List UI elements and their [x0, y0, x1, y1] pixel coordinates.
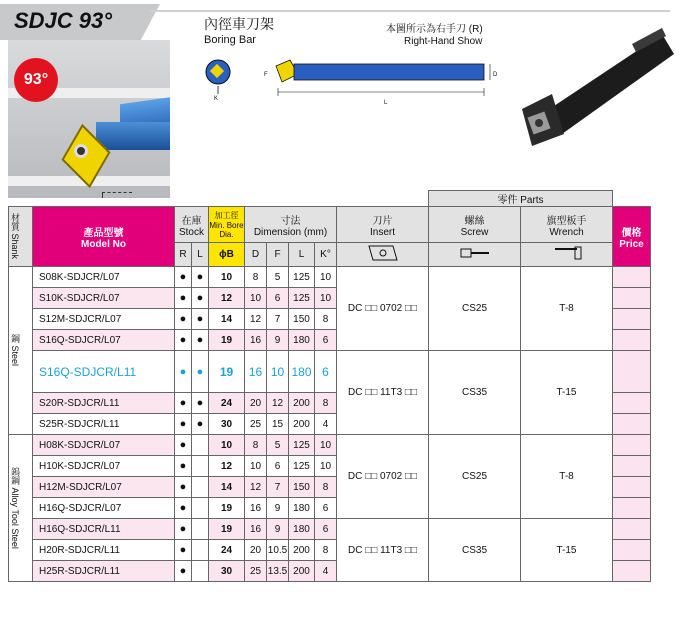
d-cell: 16: [245, 498, 267, 519]
d-cell: 20: [245, 393, 267, 414]
bore-cell: 19: [209, 498, 245, 519]
k-cell: 6: [315, 498, 337, 519]
bore-cell: 12: [209, 456, 245, 477]
bore-cell: 14: [209, 309, 245, 330]
insert-cell: DC □□ 0702 □□: [337, 267, 429, 351]
f-cell: 5: [267, 435, 289, 456]
price-cell: [613, 519, 651, 540]
model-cell: S10K-SDJCR/L07: [33, 288, 175, 309]
stock-l: [192, 435, 209, 456]
boring-bar-title-en: Boring Bar: [204, 34, 256, 46]
f-cell: 15: [267, 414, 289, 435]
stock-r: ●: [175, 288, 192, 309]
bore-cell: 10: [209, 435, 245, 456]
stock-l: ●: [192, 288, 209, 309]
model-cell: H08K-SDJCR/L07: [33, 435, 175, 456]
stock-r: ●: [175, 330, 192, 351]
wrench-icon: [521, 243, 613, 267]
price-cell: [613, 309, 651, 330]
col-dimension: 寸法 Dimension (mm): [245, 207, 337, 243]
d-cell: 10: [245, 456, 267, 477]
sub-b: ϕB: [209, 243, 245, 267]
stock-r: ●: [175, 414, 192, 435]
price-cell: [613, 456, 651, 477]
stock-l: ●: [192, 267, 209, 288]
sub-k: K°: [315, 243, 337, 267]
col-insert: 刀片 Insert: [337, 207, 429, 243]
stock-l: [192, 477, 209, 498]
len-cell: 200: [289, 414, 315, 435]
bore-cell: 19: [209, 351, 245, 393]
sub-l: L: [192, 243, 209, 267]
f-cell: 12: [267, 393, 289, 414]
bore-cell: 14: [209, 477, 245, 498]
f-cell: 9: [267, 519, 289, 540]
material-steel: 鋼 Steel: [9, 267, 33, 435]
model-cell: H10K-SDJCR/L07: [33, 456, 175, 477]
len-cell: 125: [289, 288, 315, 309]
d-cell: 16: [245, 330, 267, 351]
len-cell: 125: [289, 456, 315, 477]
price-cell: [613, 477, 651, 498]
parts-header: 零件 Parts: [429, 191, 613, 207]
screw-cell: CS25: [429, 435, 521, 519]
table-row: [9, 519, 651, 540]
k-cell: 8: [315, 477, 337, 498]
d-cell: 25: [245, 414, 267, 435]
insert-cell: DC □□ 0702 □□: [337, 435, 429, 519]
sub-d: D: [245, 243, 267, 267]
header-divider: [150, 10, 670, 12]
screw-icon: [429, 243, 521, 267]
d-cell: 12: [245, 477, 267, 498]
col-wrench: 旗型板手 Wrench: [521, 207, 613, 243]
d-cell: 20: [245, 540, 267, 561]
f-cell: 9: [267, 330, 289, 351]
col-stock: 在庫 Stock: [175, 207, 209, 243]
d-cell: 8: [245, 435, 267, 456]
stock-r: ●: [175, 456, 192, 477]
k-cell: 10: [315, 456, 337, 477]
len-cell: 200: [289, 393, 315, 414]
right-hand-note-en: Right-Hand Show: [404, 36, 483, 47]
f-cell: 6: [267, 288, 289, 309]
stock-l: ●: [192, 351, 209, 393]
bore-cell: 19: [209, 330, 245, 351]
stock-r: ●: [175, 393, 192, 414]
k-cell: 4: [315, 414, 337, 435]
stock-r: ●: [175, 435, 192, 456]
right-hand-note-cn: 本圖所示為右手刀 (R): [386, 24, 483, 35]
stock-r: ●: [175, 477, 192, 498]
bore-cell: 19: [209, 519, 245, 540]
d-cell: 10: [245, 288, 267, 309]
drawing-f-label: F: [264, 72, 268, 78]
k-cell: 6: [315, 519, 337, 540]
model-cell: S16Q-SDJCR/L11: [33, 351, 175, 393]
bore-cell: 24: [209, 540, 245, 561]
model-cell: H16Q-SDJCR/L11: [33, 519, 175, 540]
sub-r: R: [175, 243, 192, 267]
stock-r: ●: [175, 309, 192, 330]
len-cell: 125: [289, 435, 315, 456]
f-cell: 5: [267, 267, 289, 288]
model-cell: H12M-SDJCR/L07: [33, 477, 175, 498]
col-price: 價格 Price: [613, 207, 651, 267]
k-cell: 6: [315, 351, 337, 393]
tool-photo: [512, 14, 674, 164]
table-row: [9, 435, 651, 456]
price-cell: [613, 288, 651, 309]
insert-cell: DC □□ 11T3 □□: [337, 351, 429, 435]
len-cell: 180: [289, 330, 315, 351]
len-cell: 180: [289, 351, 315, 393]
d-cell: 16: [245, 351, 267, 393]
price-cell: [613, 393, 651, 414]
stock-r: ●: [175, 540, 192, 561]
table-row: [9, 267, 651, 288]
bore-cell: 24: [209, 393, 245, 414]
len-cell: 150: [289, 477, 315, 498]
sub-f: F: [267, 243, 289, 267]
wrench-cell: T-15: [521, 351, 613, 435]
col-screw: 螺絲 Screw: [429, 207, 521, 243]
table-row: [9, 351, 651, 393]
stock-r: ●: [175, 498, 192, 519]
insert-shape-icon: [337, 243, 429, 267]
wrench-cell: T-8: [521, 267, 613, 351]
stock-l: ●: [192, 414, 209, 435]
k-cell: 4: [315, 561, 337, 582]
stock-l: [192, 561, 209, 582]
material-alloy: 鎢鋼 Alloy Tool Steel: [9, 435, 33, 582]
wrench-cell: T-15: [521, 519, 613, 582]
len-cell: 200: [289, 540, 315, 561]
stock-r: ●: [175, 267, 192, 288]
screw-cell: CS35: [429, 519, 521, 582]
boring-bar-title-cn: 內徑車刀架: [204, 16, 274, 32]
wrench-cell: T-8: [521, 435, 613, 519]
product-table: [8, 190, 651, 582]
screw-cell: CS35: [429, 351, 521, 435]
k-cell: 10: [315, 288, 337, 309]
stock-r: ●: [175, 351, 192, 393]
price-cell: [613, 414, 651, 435]
f-cell: 7: [267, 477, 289, 498]
price-cell: [613, 540, 651, 561]
drawing-l-label: L: [384, 100, 388, 106]
k-cell: 6: [315, 330, 337, 351]
f-cell: 10.5: [267, 540, 289, 561]
stock-l: [192, 456, 209, 477]
k-cell: 10: [315, 435, 337, 456]
model-cell: H25R-SDJCR/L11: [33, 561, 175, 582]
col-bore: 加工徑 Min. Bore Dia.: [209, 207, 245, 243]
bore-cell: 30: [209, 561, 245, 582]
d-cell: 25: [245, 561, 267, 582]
bore-cell: 30: [209, 414, 245, 435]
d-cell: 8: [245, 267, 267, 288]
model-cell: S08K-SDJCR/L07: [33, 267, 175, 288]
stock-l: ●: [192, 330, 209, 351]
bore-cell: 12: [209, 288, 245, 309]
price-cell: [613, 351, 651, 393]
len-cell: 150: [289, 309, 315, 330]
len-cell: 200: [289, 561, 315, 582]
f-cell: 13.5: [267, 561, 289, 582]
f-cell: 6: [267, 456, 289, 477]
insert-cell: DC □□ 11T3 □□: [337, 519, 429, 582]
col-material: 材質 Shank: [9, 207, 33, 267]
angle-badge: 93°: [14, 58, 58, 102]
stock-l: [192, 519, 209, 540]
col-model: 產品型號 Model No: [33, 207, 175, 267]
model-cell: S12M-SDJCR/L07: [33, 309, 175, 330]
price-cell: [613, 561, 651, 582]
len-cell: 125: [289, 267, 315, 288]
bore-cell: 10: [209, 267, 245, 288]
drawing-d-label: D: [493, 72, 498, 78]
stock-l: ●: [192, 309, 209, 330]
stock-r: ●: [175, 561, 192, 582]
screw-cell: CS25: [429, 267, 521, 351]
k-cell: 10: [315, 267, 337, 288]
d-cell: 16: [245, 519, 267, 540]
d-cell: 12: [245, 309, 267, 330]
stock-r: ●: [175, 519, 192, 540]
f-cell: 9: [267, 498, 289, 519]
drawing-k-label: K: [214, 96, 219, 102]
price-cell: [613, 498, 651, 519]
stock-l: [192, 540, 209, 561]
model-cell: H16Q-SDJCR/L07: [33, 498, 175, 519]
len-cell: 180: [289, 519, 315, 540]
k-cell: 8: [315, 393, 337, 414]
len-cell: 180: [289, 498, 315, 519]
f-cell: 10: [267, 351, 289, 393]
model-cell: S20R-SDJCR/L11: [33, 393, 175, 414]
f-cell: 7: [267, 309, 289, 330]
sub-len: L: [289, 243, 315, 267]
price-cell: [613, 330, 651, 351]
stock-l: ●: [192, 393, 209, 414]
tool-drawing: [198, 52, 498, 122]
price-cell: [613, 435, 651, 456]
model-cell: S16Q-SDJCR/L07: [33, 330, 175, 351]
k-cell: 8: [315, 540, 337, 561]
stock-l: [192, 498, 209, 519]
page-title: SDJC 93°: [14, 8, 113, 33]
model-cell: H20R-SDJCR/L11: [33, 540, 175, 561]
k-cell: 8: [315, 309, 337, 330]
price-cell: [613, 267, 651, 288]
model-cell: S25R-SDJCR/L11: [33, 414, 175, 435]
